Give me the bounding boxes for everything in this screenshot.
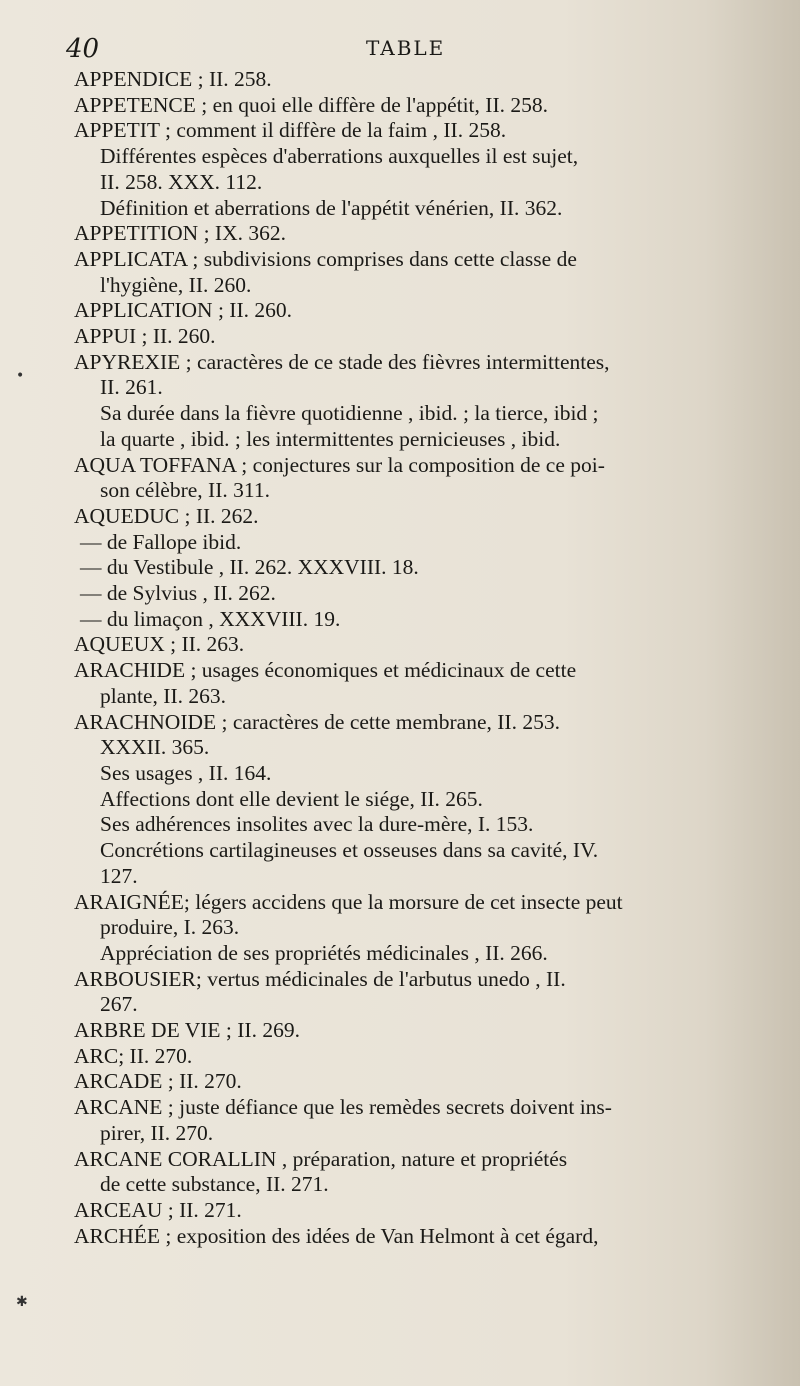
index-dash-subentry: — de Fallope ibid. [80,529,242,554]
index-subentry-continuation: II. 258. XXX. 112. [100,169,263,194]
index-subentry-continuation: la quarte , ibid. ; les intermittentes pernicieuses , ibid. [100,426,561,451]
index-entry-continuation: 267. [100,992,138,1017]
index-entry: AQUA TOFFANA ; conjectures sur la composition de ce poi- [74,452,605,477]
index-entry: APPLICATION ; II. 260. [74,298,292,323]
index-entry: APPUI ; II. 260. [74,324,216,349]
index-entry: ARC; II. 270. [74,1043,193,1068]
margin-dot: ✱ [16,1294,28,1310]
index-entry: ARCANE CORALLIN , préparation, nature et propriétés [74,1146,568,1171]
index-entry-continuation: produire, I. 263. [100,915,240,940]
index-dash-subentry: — du limaçon , XXXVIII. 19. [80,606,341,631]
index-entry: APPETENCE ; en quoi elle diffère de l'appétit, II. 258. [74,92,548,117]
index-entries [74,67,764,1249]
index-subentry: Appréciation de ses propriétés médicinales , II. 266. [100,940,548,965]
index-entry: AQUEDUC ; II. 262. [74,503,259,528]
index-entry-continuation: pirer, II. 270. [100,1120,214,1145]
index-entry: APPENDICE ; II. 258. [74,67,272,91]
index-entry-continuation: XXXII. 365. [100,735,210,760]
index-subentry: Concrétions cartilagineuses et osseuses dans sa cavité, IV. [100,838,599,863]
index-subentry: Différentes espèces d'aberrations auxquelles il est sujet, [100,144,579,169]
index-entry-continuation: l'hygiène, II. 260. [100,272,252,297]
page-header [66,30,760,66]
margin-dot: • [16,368,25,384]
index-subentry: Affections dont elle devient le siége, II. 265. [100,786,483,811]
index-entry-continuation: son célèbre, II. 311. [100,478,270,503]
index-subentry: Définition et aberrations de l'appétit vénérien, II. 362. [100,195,563,220]
index-entry: ARCADE ; II. 270. [74,1069,242,1094]
index-entry: APPLICATA ; subdivisions comprises dans cette classe de [74,246,577,271]
index-entry-continuation: de cette substance, II. 271. [100,1172,329,1197]
index-entry: ARBRE DE VIE ; II. 269. [74,1018,300,1043]
index-dash-subentry: — de Sylvius , II. 262. [80,581,276,606]
index-entry: ARACHNOIDE ; caractères de cette membrane, II. 253. [74,709,560,734]
index-entry-continuation: plante, II. 263. [100,683,226,708]
index-entry: APPETITION ; IX. 362. [74,221,286,246]
index-entry: AQUEUX ; II. 263. [74,632,245,657]
index-entry: ARAIGNÉE; légers accidens que la morsure de cet insecte peut [74,889,623,914]
page-number: 40 [66,34,100,64]
index-entry: APYREXIE ; caractères de ce stade des fièvres intermittentes, [74,349,610,374]
index-entry-continuation: II. 261. [100,375,163,400]
index-entry: ARCANE ; juste défiance que les remèdes secrets doivent ins- [74,1095,612,1120]
index-entry: ARACHIDE ; usages économiques et médicinaux de cette [74,658,577,683]
index-subentry: Ses usages , II. 164. [100,760,272,785]
running-title: TABLE [366,36,446,60]
index-entry: APPETIT ; comment il diffère de la faim , II. 258. [74,118,507,143]
index-entry: ARCHÉE ; exposition des idées de Van Helmont à cet égard, [74,1223,599,1248]
index-entry: ARCEAU ; II. 271. [74,1197,242,1222]
index-dash-subentry: — du Vestibule , II. 262. XXXVIII. 18. [80,555,419,580]
index-subentry-continuation: 127. [100,863,138,888]
index-subentry: Sa durée dans la fièvre quotidienne , ibid. ; la tierce, ibid ; [100,401,599,426]
index-entry: ARBOUSIER; vertus médicinales de l'arbutus unedo , II. [74,966,566,991]
index-subentry: Ses adhérences insolites avec la dure-mère, I. 153. [100,812,534,837]
